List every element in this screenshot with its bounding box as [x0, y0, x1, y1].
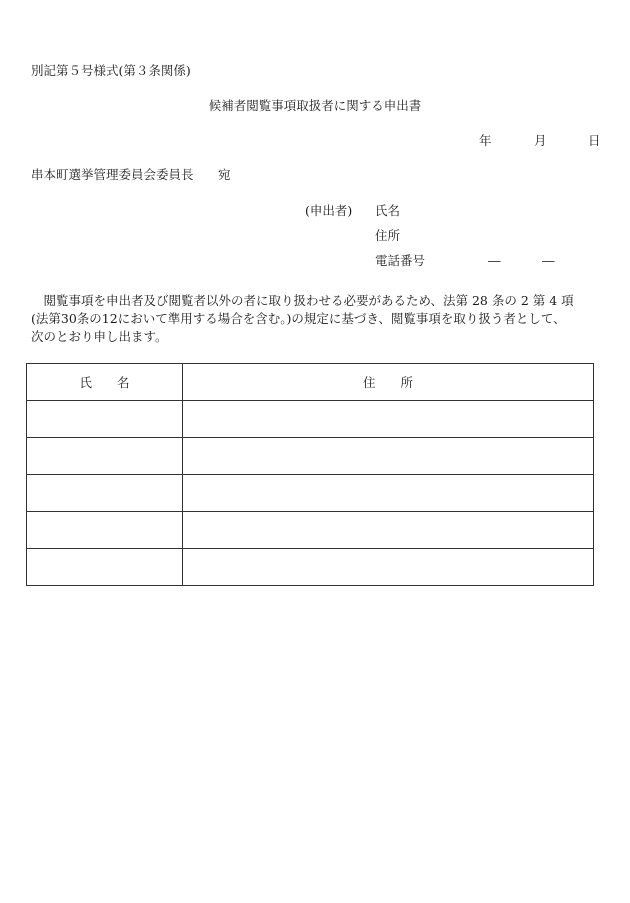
phone-separator: ― [542, 253, 555, 268]
address-cell[interactable] [183, 475, 594, 512]
name-cell[interactable] [27, 549, 183, 586]
name-cell[interactable] [27, 438, 183, 475]
body-line: 次のとおり申し出ます。 [31, 329, 168, 344]
column-header-address: 住 所 [183, 364, 594, 401]
form-number: 別記第５号様式(第３条関係) [31, 63, 191, 78]
table-row [27, 475, 594, 512]
body-paragraph [31, 292, 603, 346]
column-header-name: 氏 名 [27, 364, 183, 401]
phone-separator: ― [488, 253, 501, 268]
applicant-address-label: 住所 [375, 228, 401, 243]
name-cell[interactable] [27, 401, 183, 438]
table-row [27, 549, 594, 586]
address-cell[interactable] [183, 549, 594, 586]
name-cell[interactable] [27, 512, 183, 549]
name-cell[interactable] [27, 475, 183, 512]
body-line: (法第30条の12において準用する場合を含む。)の規定に基づき、閲覧事項を取り扱う者として、 [31, 311, 566, 326]
table-row [27, 512, 594, 549]
address-cell[interactable] [183, 401, 594, 438]
table-row [27, 401, 594, 438]
date-day-label: 日 [588, 133, 601, 148]
date-month-label: 月 [534, 133, 547, 148]
table-header-row [27, 364, 594, 401]
body-line: 閲覧事項を申出者及び閲覧者以外の者に取り扱わせる必要があるため、法第 28 条の 2 第 4 項 [31, 293, 574, 308]
applicant-label: (申出者) [305, 203, 353, 218]
addressee: 串本町選挙管理委員会委員長 [31, 167, 194, 182]
address-cell[interactable] [183, 438, 594, 475]
applicant-name-label: 氏名 [375, 203, 401, 218]
document-title: 候補者閲覧事項取扱者に関する申出書 [208, 98, 422, 113]
date-year-label: 年 [479, 133, 492, 148]
addressee-suffix: 宛 [218, 167, 231, 182]
table-row [27, 438, 594, 475]
applicant-phone-label: 電話番号 [375, 253, 426, 268]
handlers-table [26, 363, 594, 586]
address-cell[interactable] [183, 512, 594, 549]
